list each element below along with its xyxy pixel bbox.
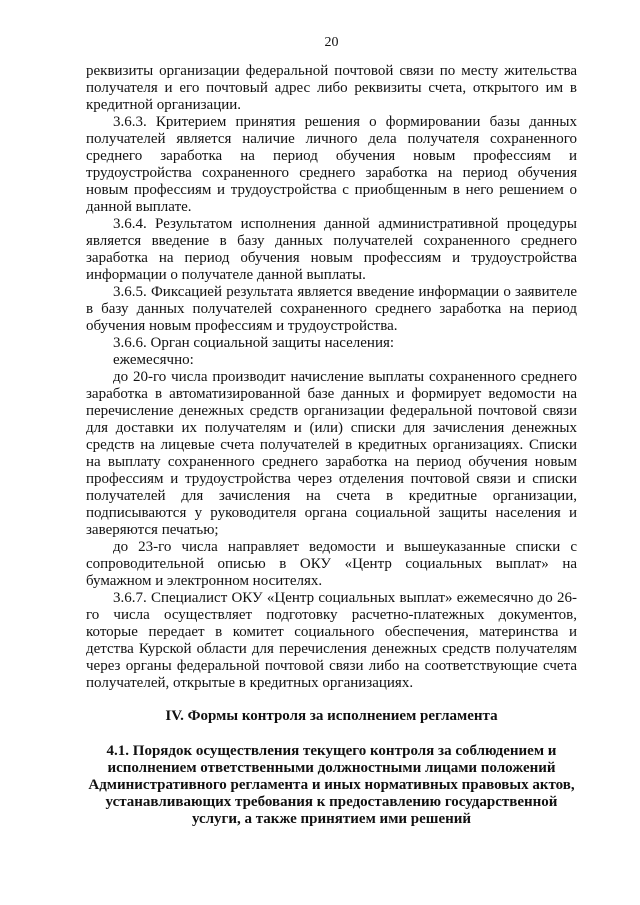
paragraph-monthly: ежемесячно: [113, 352, 194, 368]
paragraph-until-23rd: до 23-го числа направляет ведомости и вышеуказанные списки с сопроводительной описью в ОКУ «Центр социальных выплат» на бумажном и электронном носителях. [86, 539, 577, 589]
paragraph-3-6-4: 3.6.4. Результатом исполнения данной административной процедуры является введение в базу данных получателей сохраненного среднего заработка на период обучения новым профессиям и трудоустройства информации о получателе данной выплаты. [86, 216, 577, 283]
section-heading: IV. Формы контроля за исполнением регламента [165, 708, 498, 724]
paragraph-0: реквизиты организации федеральной почтовой связи по месту жительства получателя и его почтовый адрес либо реквизиты счета, открытого им в кредитной организации. [86, 63, 577, 113]
sub-heading: 4.1. Порядок осуществления текущего контроля за соблюдением и исполнением ответственными должностными лицами положений Административного регламента и иных нормативных правовых актов, устанавливающих требования к предоставлению государственной услуги, а также принятием ими решений [88, 743, 575, 827]
paragraph-3-6-3: 3.6.3. Критерием принятия решения о формировании базы данных получателей является наличие личного дела получателя сохраненного среднего заработка на период обучения новым профессиям и трудоустройства сохраненного среднего заработка на период обучения новым профессиям и трудоустройства с приобщенным в него решением о данной выплате. [86, 114, 577, 215]
paragraph-3-6-6: 3.6.6. Орган социальной защиты населения: [113, 335, 395, 351]
paragraph-3-6-7: 3.6.7. Специалист ОКУ «Центр социальных выплат» ежемесячно до 26-го числа осуществляет подготовку расчетно-платежных документов, которые передает в комитет социального обеспечения, материнства и детства Курской области для перечисления денежных средств получателям через органы федеральной почтовой связи либо на соответствующие счета получателей, открытые в кредитных организациях. [86, 590, 577, 691]
paragraph-3-6-5: 3.6.5. Фиксацией результата является введение информации о заявителе в базу данных получателей сохраненного среднего заработка на период обучения новым профессиям и трудоустройства. [86, 284, 577, 334]
document-page [86, 34, 577, 828]
paragraph-until-20th: до 20-го числа производит начисление выплаты сохраненного среднего заработка в автоматизированной базе данных и формирует ведомости на перечисление денежных средств организации федеральной почтовой связи для доставки их получателям и (или) списки для зачисления денежных средств на лицевые счета получателей в кредитных организациях. Списки на выплату сохраненного среднего заработка на период обучения новым профессиям и трудоустройства через отделения почтовой связи и списки получателей для зачисления на счета в кредитные организации, подписываются у руководителя органа социальной защиты населения и заверяются печатью; [86, 369, 577, 538]
page-number: 20 [324, 35, 339, 50]
